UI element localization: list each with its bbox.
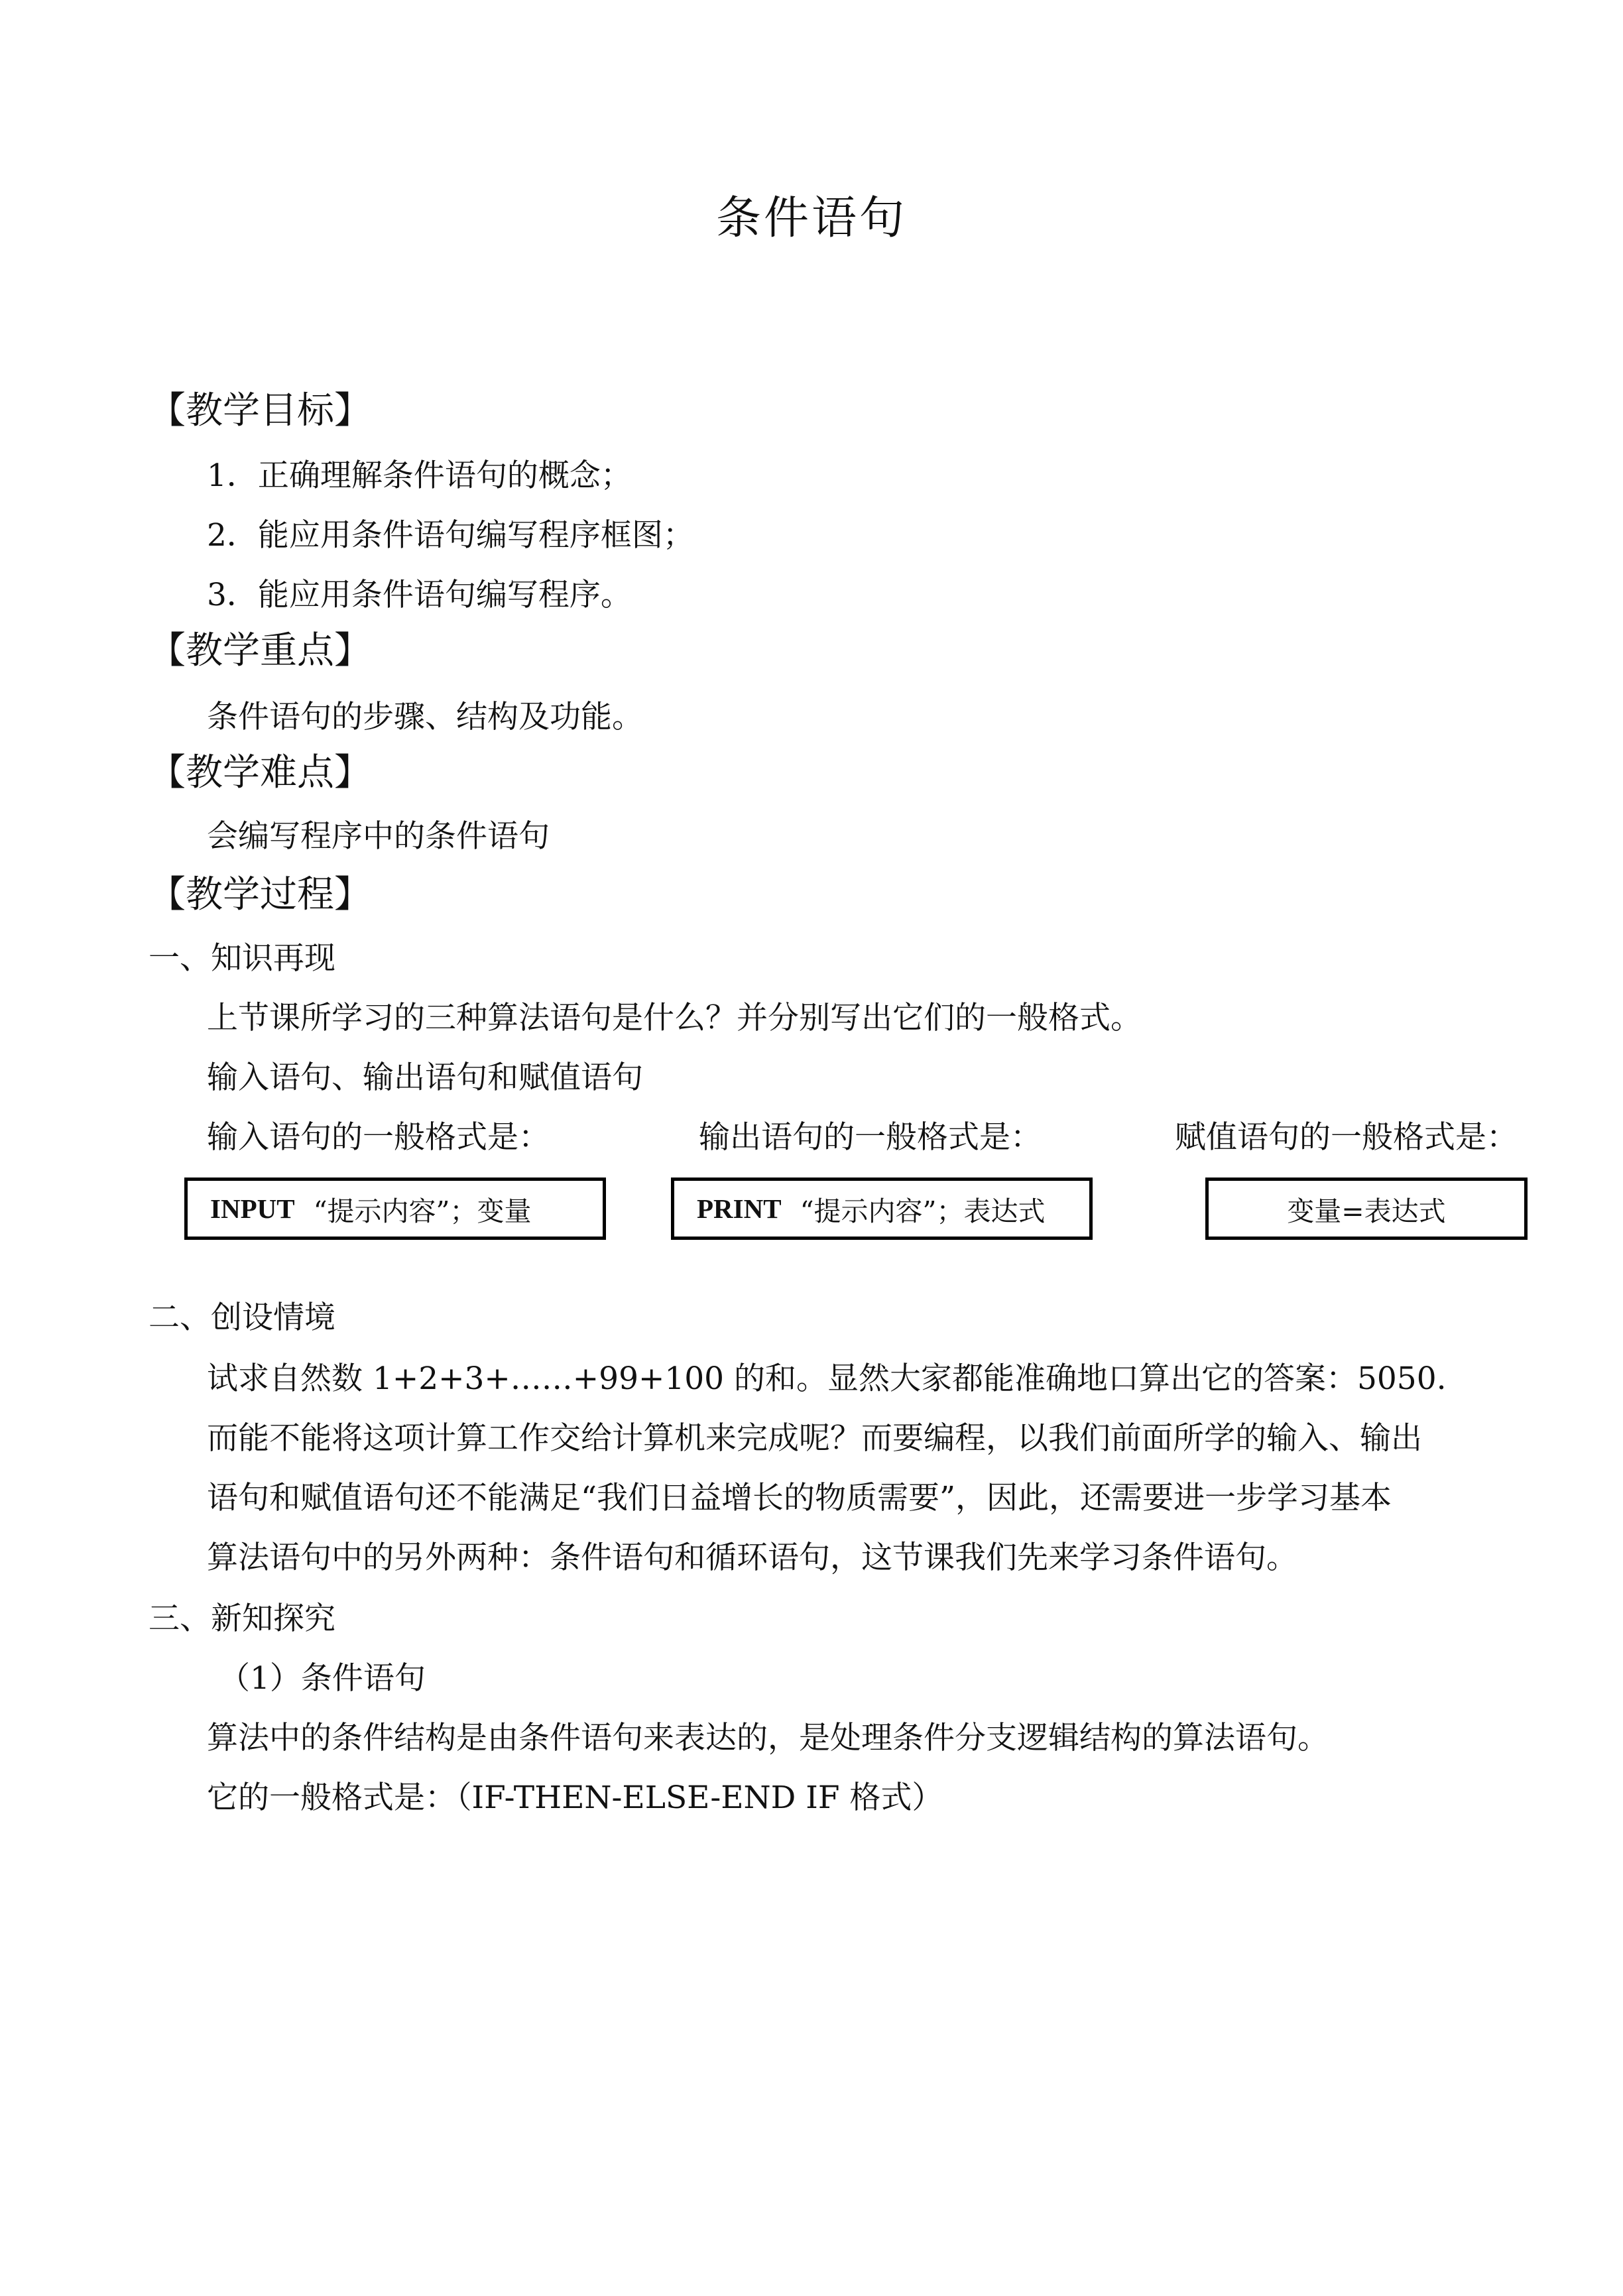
- document-title: 条件语句: [715, 192, 907, 245]
- input-format-content: “提示内容”；变量: [313, 1195, 532, 1227]
- format-label-print: 输出语句的一般格式是：: [699, 1119, 1042, 1156]
- print-format-box: [671, 1178, 1093, 1240]
- section-heading-key-points: 【教学重点】: [149, 629, 371, 672]
- input-keyword: INPUT: [210, 1193, 295, 1224]
- part2-line-2: 而能不能将这项计算工作交给计算机来完成呢？而要编程，以我们前面所学的输入、输出: [207, 1420, 1422, 1457]
- part1-answer: 输入语句、输出语句和赋值语句: [207, 1059, 643, 1096]
- section-heading-process: 【教学过程】: [149, 873, 371, 916]
- print-keyword: PRINT: [697, 1193, 782, 1224]
- part2-heading: 二、创设情境: [149, 1299, 335, 1336]
- part2-line-1: 试求自然数 1+2+3+……+99+100 的和。显然大家都能准确地口算出它的答案：5050.: [207, 1360, 1447, 1397]
- format-label-input: 输入语句的一般格式是：: [207, 1119, 550, 1156]
- part2-line-3: 语句和赋值语句还不能满足“我们日益增长的物质需要”，因此，还需要进一步学习基本: [207, 1480, 1392, 1516]
- section-heading-goals: 【教学目标】: [149, 389, 371, 432]
- print-format-content: “提示内容”；表达式: [800, 1195, 1046, 1227]
- part3-heading: 三、新知探究: [149, 1601, 335, 1637]
- goal-item-3: 3．能应用条件语句编写程序。: [207, 577, 632, 613]
- part3-line-2: 它的一般格式是：（IF-THEN-ELSE-END IF 格式）: [207, 1780, 943, 1816]
- format-label-assign: 赋值语句的一般格式是：: [1175, 1119, 1518, 1156]
- part2-line-4: 算法语句中的另外两种：条件语句和循环语句，这节课我们先来学习条件语句。: [207, 1540, 1297, 1576]
- part1-heading: 一、知识再现: [149, 940, 335, 977]
- key-points-text: 条件语句的步骤、结构及功能。: [207, 699, 643, 735]
- section-heading-difficulties: 【教学难点】: [149, 751, 371, 794]
- difficulties-text: 会编写程序中的条件语句: [207, 818, 550, 855]
- part1-question: 上节课所学习的三种算法语句是什么？并分别写出它们的一般格式。: [207, 1000, 1142, 1036]
- input-format-box: [184, 1178, 606, 1240]
- assign-format-box: [1205, 1178, 1528, 1240]
- goal-item-1: 1．正确理解条件语句的概念；: [207, 457, 632, 494]
- part3-subheading: （1）条件语句: [219, 1660, 426, 1697]
- goal-item-2: 2．能应用条件语句编写程序框图；: [207, 517, 694, 554]
- assign-format-content: 变量=表达式: [1287, 1195, 1446, 1227]
- part3-line-1: 算法中的条件结构是由条件语句来表达的，是处理条件分支逻辑结构的算法语句。: [207, 1720, 1329, 1756]
